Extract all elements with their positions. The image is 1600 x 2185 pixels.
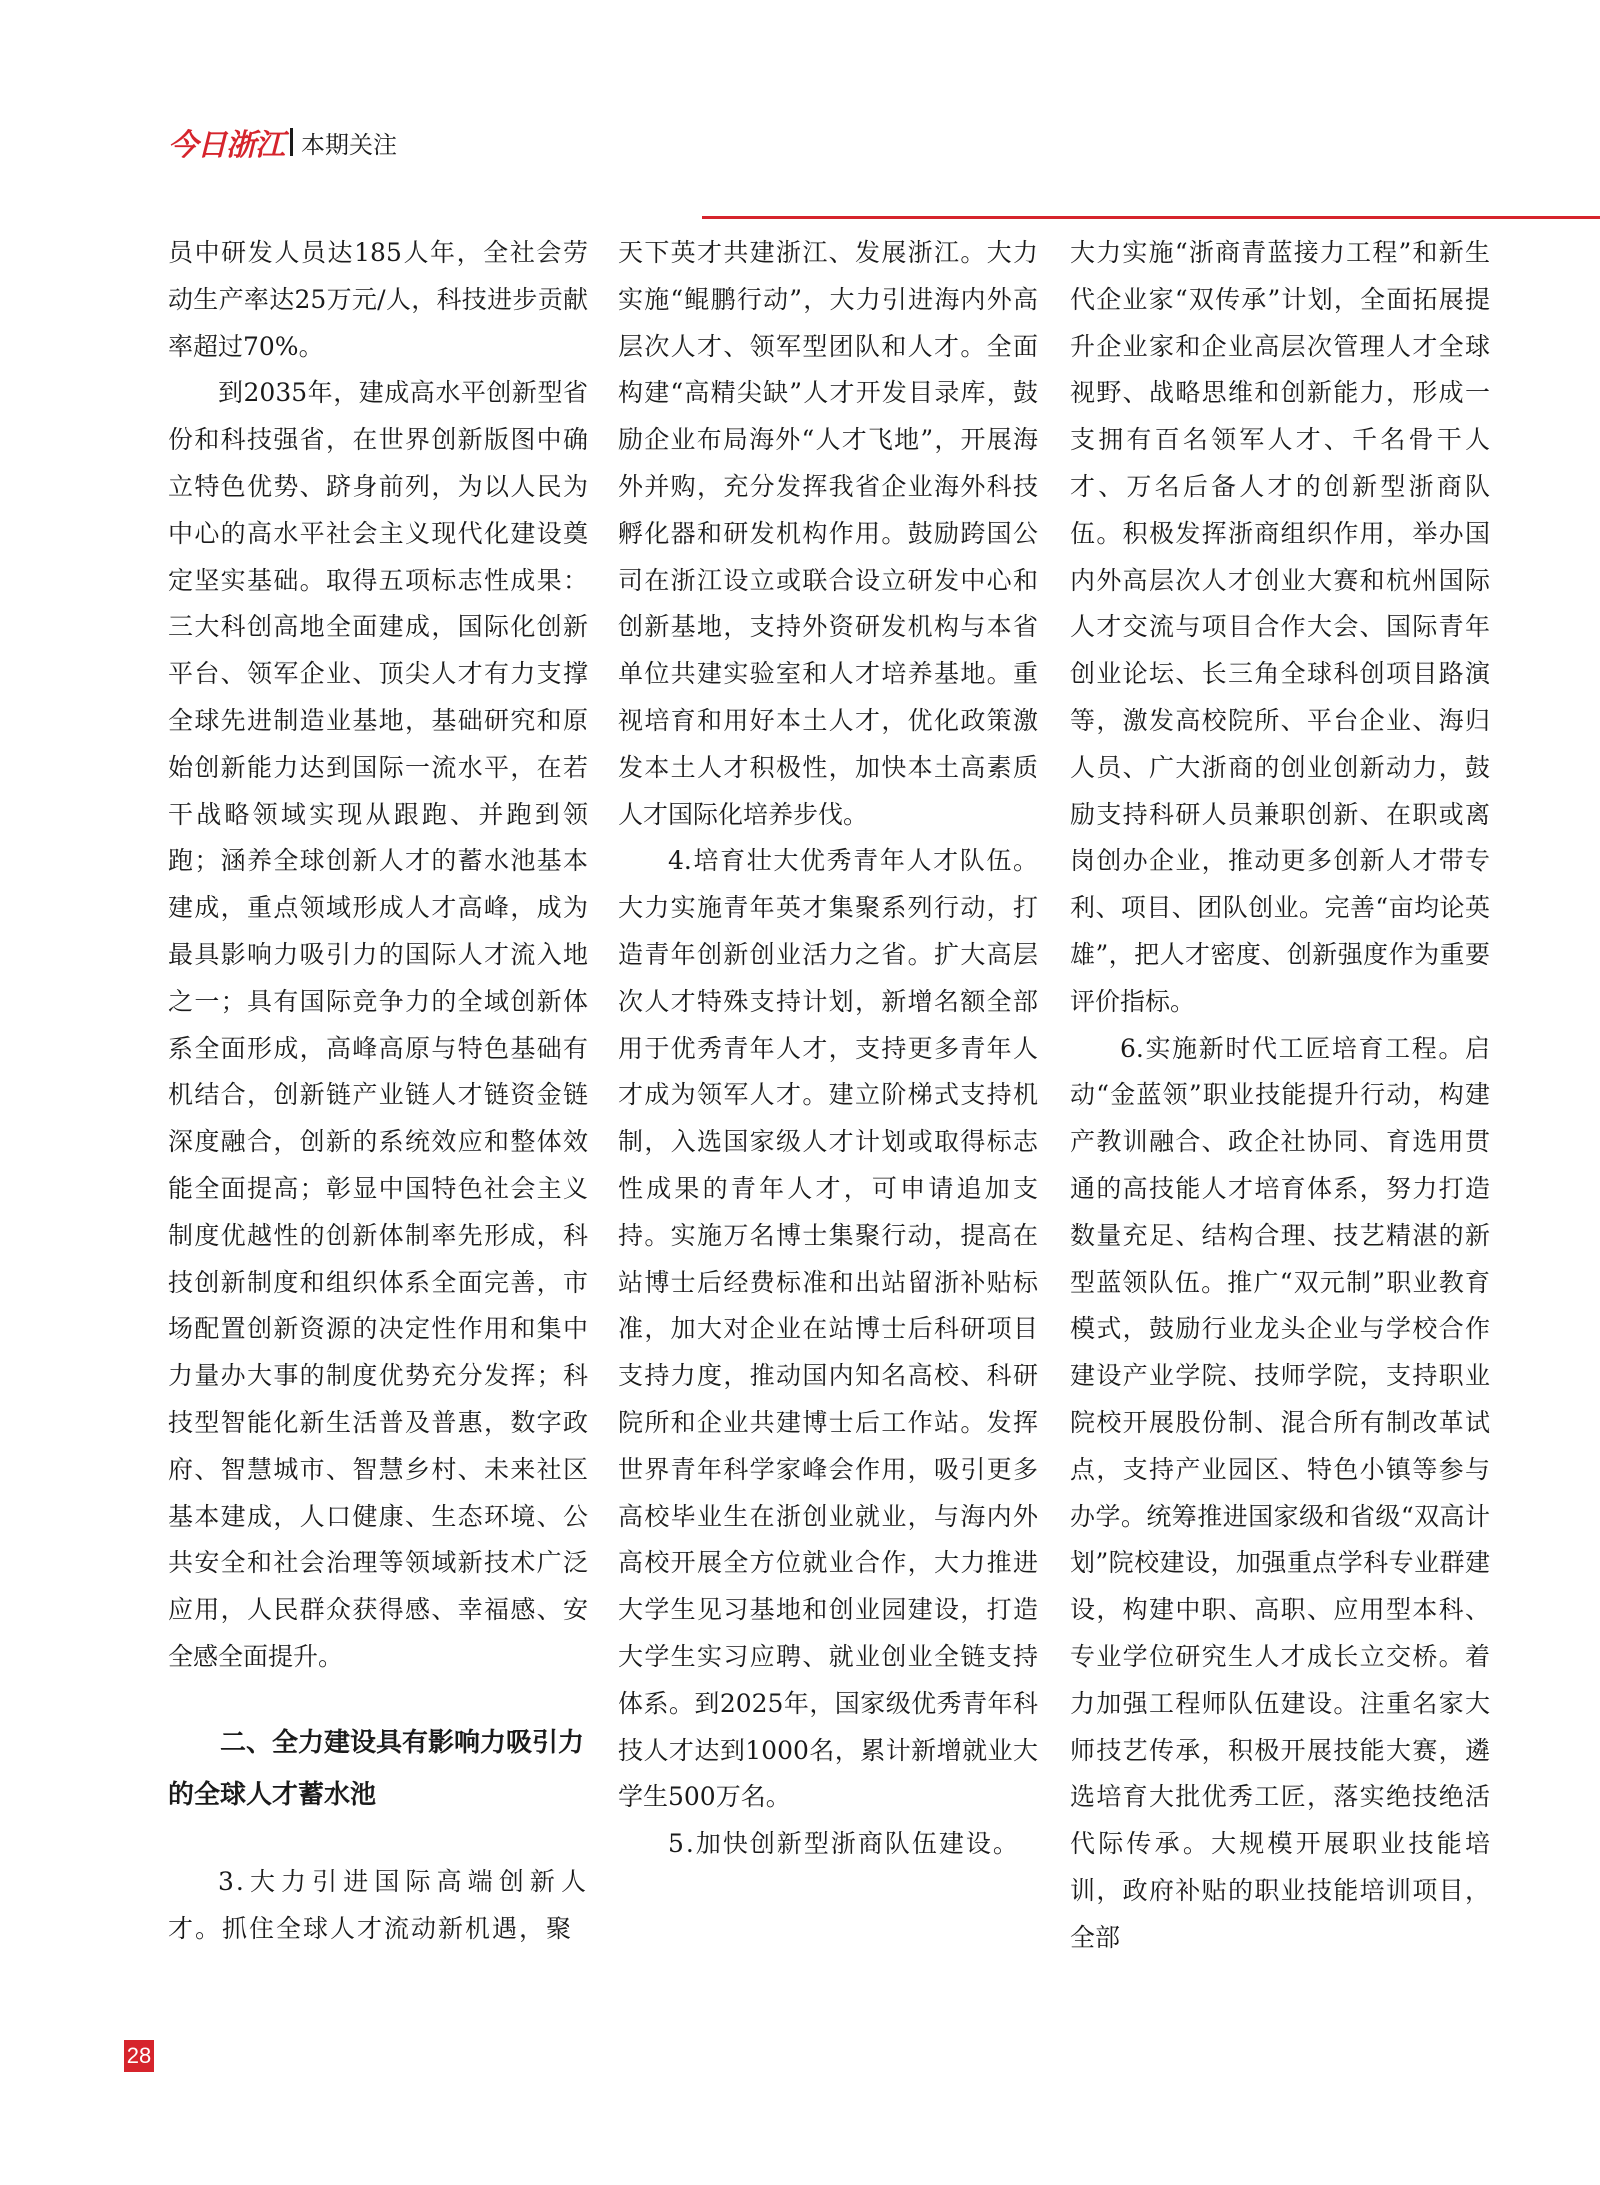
magazine-logo: 今日浙江	[168, 128, 284, 163]
column-2	[618, 230, 1038, 1970]
section-heading: 二、全力建设具有影响力吸引力的全球人才蓄水池	[168, 1727, 585, 1810]
paragraph: 天下英才共建浙江、发展浙江。大力实施“鲲鹏行动”，大力引进海内外高层次人才、领军型团队和人才。全面构建“高精尖缺”人才开发目录库，鼓励企业布局海外“人才飞地”，开展海外并购，充分发挥我省企业海外科技孵化器和研发机构作用。鼓励跨国公司在浙江设立或联合设立研发中心和创新基地，支持外资研发机构与本省单位共建实验室和人才培养基地。重视培育和用好本土人才，优化政策激发本土人才积极性，加快本土高素质人才国际化培养步伐。	[618, 238, 1038, 829]
paragraph: 到2035年，建成高水平创新型省份和科技强省，在世界创新版图中确立特色优势、跻身前列，为以人民为中心的高水平社会主义现代化建设奠定坚实基础。取得五项标志性成果：三大科创高地全面建成，国际化创新平台、领军企业、顶尖人才有力支撑全球先进制造业基地，基础研究和原始创新能力达到国际一流水平，在若干战略领域实现从跟跑、并跑到领跑；涵养全球创新人才的蓄水池基本建成，重点领域形成人才高峰，成为最具影响力吸引力的国际人才流入地之一；具有国际竞争力的全域创新体系全面形成，高峰高原与特色基础有机结合，创新链产业链人才链资金链深度融合，创新的系统效应和整体效能全面提高；彰显中国特色社会主义制度优越性的创新体制率先形成，科技创新制度和组织体系全面完善，市场配置创新资源的决定性作用和集中力量办大事的制度优势充分发挥；科技型智能化新生活普及普惠，数字政府、智慧城市、智慧乡村、未来社区基本建成，人口健康、生态环境、公共安全和社会治理等领域新技术广泛应用，人民群众获得感、幸福感、安全感全面提升。	[168, 378, 588, 1671]
page-number: 28	[124, 2040, 154, 2072]
column-3	[1070, 230, 1490, 1970]
header-rule	[702, 216, 1600, 219]
paragraph: 大力实施“浙商青蓝接力工程”和新生代企业家“双传承”计划，全面拓展提升企业家和企业高层次管理人才全球视野、战略思维和创新能力，形成一支拥有百名领军人才、千名骨干人才、万名后备人才的创新型浙商队伍。积极发挥浙商组织作用，举办国内外高层次人才创业大赛和杭州国际人才交流与项目合作大会、国际青年创业论坛、长三角全球科创项目路演等，激发高校院所、平台企业、海归人员、广大浙商的创业创新动力，鼓励支持科研人员兼职创新、在职或离岗创办企业，推动更多创新人才带专利、项目、团队创业。完善“亩均论英雄”，把人才密度、创新强度作为重要评价指标。	[1070, 238, 1490, 1016]
section-title: 本期关注	[301, 130, 397, 159]
paragraph: 6.实施新时代工匠培育工程。启动“金蓝领”职业技能提升行动，构建产教训融合、政企社协同、育选用贯通的高技能人才培育体系，努力打造数量充足、结构合理、技艺精湛的新型蓝领队伍。推广“双元制”职业教育模式，鼓励行业龙头企业与学校合作建设产业学院、技师学院，支持职业院校开展股份制、混合所有制改革试点，支持产业园区、特色小镇等参与办学。统筹推进国家级和省级“双高计划”院校建设，加强重点学科专业群建设，构建中职、高职、应用型本科、专业学位研究生人才成长立交桥。着力加强工程师队伍建设。注重名家大师技艺传承，积极开展技能大赛，遴选培育大批优秀工匠，落实绝技绝活代际传承。大规模开展职业技能培训，政府补贴的职业技能培训项目，全部	[1070, 1033, 1490, 1952]
column-1	[168, 230, 588, 1970]
paragraph: 5.加快创新型浙商队伍建设。	[668, 1829, 1020, 1859]
header-divider	[290, 128, 293, 156]
paragraph: 员中研发人员达185人年，全社会劳动生产率达25万元/人，科技进步贡献率超过70%。	[168, 238, 588, 361]
page-header	[168, 122, 397, 162]
paragraph: 3.大力引进国际高端创新人才。抓住全球人才流动新机遇，聚	[168, 1866, 588, 1943]
paragraph: 4.培育壮大优秀青年人才队伍。大力实施青年英才集聚系列行动，打造青年创新创业活力之省。扩大高层次人才特殊支持计划，新增名额全部用于优秀青年人才，支持更多青年人才成为领军人才。建立阶梯式支持机制，入选国家级人才计划或取得标志性成果的青年人才，可申请追加支持。实施万名博士集聚行动，提高在站博士后经费标准和出站留浙补贴标准，加大对企业在站博士后科研项目支持力度，推动国内知名高校、科研院所和企业共建博士后工作站。发挥世界青年科学家峰会作用，吸引更多高校毕业生在浙创业就业，与海内外高校开展全方位就业合作，大力推进大学生见习基地和创业园建设，打造大学生实习应聘、就业创业全链支持体系。到2025年，国家级优秀青年科技人才达到1000名，累计新增就业大学生500万名。	[618, 846, 1038, 1812]
